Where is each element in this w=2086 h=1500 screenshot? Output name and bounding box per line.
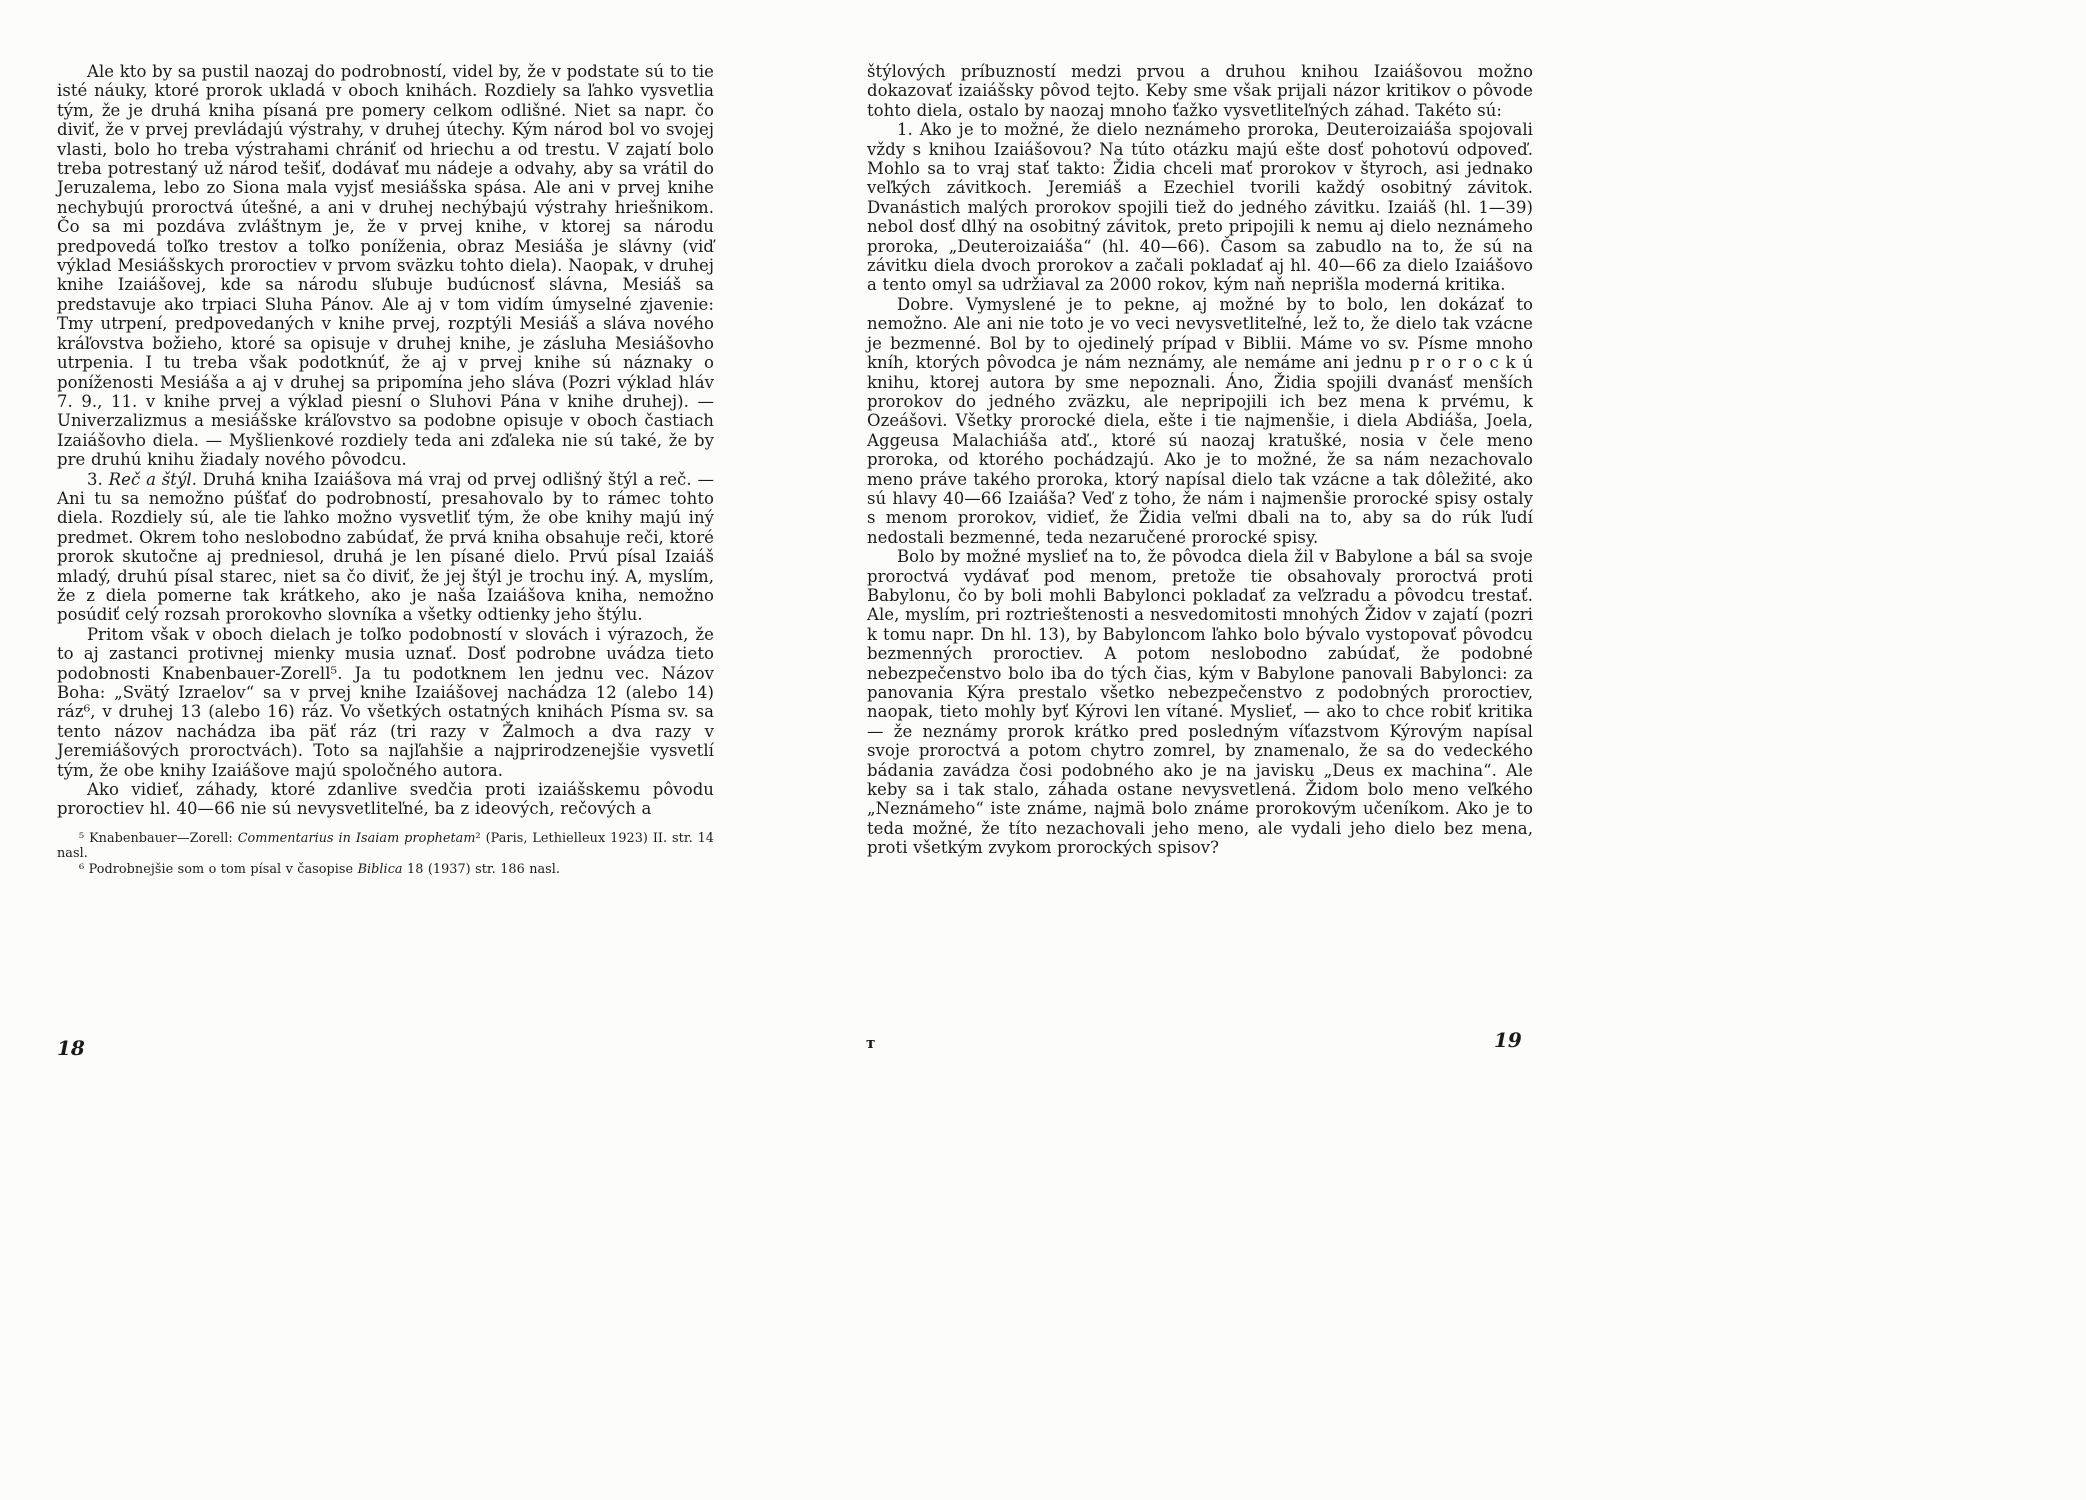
body-paragraph: Ako vidieť, záhady, ktoré zdanlive svedčia proti izaiášskemu pôvodu proroctiev hl. 40—66 nie sú nevysvetliteľné, ba z ideových, rečových a bbox=[57, 780, 714, 819]
printers-signature-mark: т bbox=[866, 1034, 876, 1052]
body-paragraph: štýlových príbuzností medzi prvou a druhou knihou Izaiášovou možno dokazovať izaiášsky pôvod tejto. Keby sme však prijali názor kritikov o pôvode tohto diela, ostalo by naozaj mnoho ťažko vysvetliteľných záhad. Takéto sú: bbox=[867, 62, 1533, 120]
section-title: Reč a štýl. bbox=[108, 469, 197, 489]
footnote-text: ² (Paris, Lethielleux 1923) II. str. 14 nasl. bbox=[57, 830, 714, 862]
page-number-left: 18 bbox=[57, 1036, 85, 1060]
footnote bbox=[57, 831, 714, 862]
footnotes bbox=[57, 831, 714, 878]
footnote-journal-title: Biblica bbox=[357, 862, 403, 878]
body-paragraph bbox=[57, 470, 714, 625]
footnote-text: ⁵ Knabenbauer—Zorell: bbox=[79, 830, 238, 846]
body-paragraph: Bolo by možné myslieť na to, že pôvodca diela žil v Babylone a bál sa svoje proroctvá vydávať pod menom, pretože tie obsahovaly proroctvá proti Babylonu, čo by boli mohli Babylonci pokladať za veľzradu a pôvodcu trestať. Ale, myslím, pri roztrieštenosti a nesvedomitosti mnohých Židov v zajatí (pozri k tomu napr. Dn hl. 13), by Babyloncom ľahko bolo bývalo vystopovať pôvodcu bezmenných proroctiev. A potom neslobodno zabúdať, že podobné nebezpečenstvo bolo iba do tých čias, kým v Babylone panovali Babylonci: za panovania Kýra prestalo všetko nebezpečenstvo z podobných proroctiev, naopak, tieto mohly byť Kýrovi len vítané. Myslieť, — ako to chce robiť kritika — že neznámy prorok krátko pred posledným víťazstvom Kýrovým napísal svoje proroctvá a potom chytro zomrel, by znamenalo, že sa do vedeckého bádania zavádza čosi podobného ako je na javisku „Deus ex machina“. Ale keby sa i tak stalo, záhada ostane nevysvetlená. Židom bolo meno veľkého „Neznámeho“ iste známe, najmä bolo známe prorokovým učeníkom. Ako je to teda možné, že títo nezachovali jeho meno, ale vydali jeho dielo bez mena, proti všetkým zvykom prorockých spisov? bbox=[867, 547, 1533, 858]
footnote bbox=[57, 862, 714, 878]
footnote-text: ⁶ Podrobnejšie som o tom písal v časopise bbox=[79, 862, 358, 878]
body-paragraph: Pritom však v oboch dielach je toľko podobností v slovách i výrazoch, že to aj zastanci protivnej mienky musia uznať. Dosť podrobne uvádza tieto podobnosti Knabenbauer-Zorell⁵. Ja tu podotknem len jednu vec. Názov Boha: „Svätý Izraelov“ sa v prvej knihe Izaiášovej nachádza 12 (alebo 14) ráz⁶, v druhej 13 (alebo 16) ráz. Vo všetkých ostatných knihách Písma sv. sa tento názov nachádza iba päť ráz (tri razy v Žalmoch a dva razy v Jeremiášových proroctvách). Toto sa najľahšie a najprirodzenejšie vysvetlí tým, že obe knihy Izaiášove majú spoločného autora. bbox=[57, 624, 714, 780]
left-page-text-block bbox=[57, 62, 714, 878]
body-paragraph: Dobre. Vymyslené je to pekne, aj možné by to bolo, len dokázať to nemožno. Ale ani nie toto je vo veci nevysvetliteľné, lež to, že dielo tak vzácne je bezmenné. Bol by to ojedinelý prípad v Biblii. Máme vo sv. Písme mnoho kníh, ktorých pôvodca je nám neznámy, ale nemáme ani jednu p r o r o c k ú knihu, ktorej autora by sme nepoznali. Áno, Židia spojili dvanásť menších prorokov do jedného zväzku, ale nepripojili ich bez mena k prvému, k Ozeášovi. Všetky prorocké diela, ešte i tie najmenšie, i diela Abdiáša, Joela, Aggeusa Malachiáša atď., ktoré sú naozaj kratušké, nosia v čele meno proroka, od ktorého pochádzajú. Ako je to možné, že sa nám nezachovalo meno práve takého proroka, ktorý napísal dielo tak vzácne a tak dôležité, ako sú hlavy 40—66 Izaiáša? Veď z toho, že nám i najmenšie prorocké spisy ostaly s menom prorokov, vidieť, že Židia veľmi dbali na to, aby sa do rúk ľudí nedostali bezmenné, teda nezaručené prorocké spisy. bbox=[867, 294, 1533, 547]
paragraph-text: Druhá kniha Izaiášova má vraj od prvej odlišný štýl a reč. — Ani tu sa nemožno púšťať do podrobností, presahovalo by to rámec tohto diela. Rozdiely sú, ale tie ľahko možno vysvetliť tým, že obe knihy majú iný predmet. Okrem toho neslobodno zabúdať, že prvá kniha obsahuje reči, ktoré prorok skutočne aj predniesol, druhá je len písané dielo. Prvú písal Izaiáš mladý, druhú písal starec, niet sa čo diviť, že jej štýl je trochu iný. A, myslím, že z diela pomerne tak krátkeho, ako je naša Izaiášova kniha, nemožno posúdiť celý rozsah prorokovho slovníka a všetky odtienky jeho štýlu. bbox=[57, 469, 714, 625]
footnote-text: 18 (1937) str. 186 nasl. bbox=[402, 862, 561, 878]
page-number-right: 19 bbox=[1494, 1028, 1522, 1052]
body-paragraph: 1. Ako je to možné, že dielo neznámeho proroka, Deuteroizaiáša spojovali vždy s knihou Izaiášovou? Na túto otázku majú ešte dosť pohotovú odpoveď. Mohlo sa to vraj stať takto: Židia chceli mať prorokov v štyroch, asi jednako veľkých závitkoch. Jeremiáš a Ezechiel tvorili každý osobitný závitok. Dvanástich malých prorokov spojili tiež do jedného závitku. Izaiáš (hl. 1—39) nebol dosť dlhý na osobitný závitok, preto pripojili k nemu aj dielo neznámeho proroka, „Deuteroizaiáša“ (hl. 40—66). Časom sa zabudlo na to, že sú na závitku diela dvoch prorokov a začali pokladať aj hl. 40—66 za dielo Izaiášovo a tento omyl sa udržiaval za 2000 rokov, kým naň neprišla moderná kritika. bbox=[867, 120, 1533, 295]
right-page-text-block bbox=[867, 62, 1533, 858]
footnote-work-title: Commentarius in Isaiam prophetam bbox=[237, 830, 476, 846]
body-paragraph: Ale kto by sa pustil naozaj do podrobností, videl by, že v podstate sú to tie isté náuky, ktoré prorok ukladá v oboch knihách. Rozdiely sa ľahko vysvetlia tým, že je druhá kniha písaná pre pomery celkom odlišné. Niet sa napr. čo diviť, že v prvej prevládajú výstrahy, v druhej útechy. Kým národ bol vo svojej vlasti, bolo ho treba výstrahami chrániť od hriechu a od trestu. V zajatí bolo treba potrestaný už národ tešiť, dodávať mu nádeje a odvahy, aby sa vrátil do Jeruzalema, lebo zo Siona mala vyjsť mesiášska spása. Ale ani v prvej knihe nechybujú proroctvá útešné, a ani v druhej nechýbajú výstrahy hriešnikom. Čo sa mi pozdáva zvláštnym je, že v prvej knihe, v ktorej sa národu predpovedá toľko trestov a toľko poníženia, obraz Mesiáša je slávny (viď výklad Mesiášskych proroctiev v prvom sväzku tohto diela). Naopak, v druhej knihe Izaiášovej, kde sa národu sľubuje budúcnosť slávna, Mesiáš sa predstavuje ako trpiaci Sluha Pánov. Ale aj v tom vidím úmyselné zjavenie: Tmy utrpení, predpovedaných v knihe prvej, rozptýli Mesiáš a sláva nového kráľovstva božieho, ktoré sa opisuje v druhej knihe, je zásluha Mesiášovho utrpenia. I tu treba však podotknúť, že aj v prvej knihe sú náznaky o poníženosti Mesiáša a aj v druhej sa pripomína jeho sláva (Pozri výklad hláv 7. 9., 11. v knihe prvej a výklad piesní o Sluhovi Pána v knihe druhej). — Univerzalizmus a mesiášske kráľovstvo sa podobne opisuje v oboch častiach Izaiášovho diela. — Myšlienkové rozdiely teda ani zďaleka nie sú také, že by pre druhú knihu žiadaly nového pôvodcu. bbox=[57, 62, 714, 470]
section-number: 3. bbox=[87, 469, 109, 489]
